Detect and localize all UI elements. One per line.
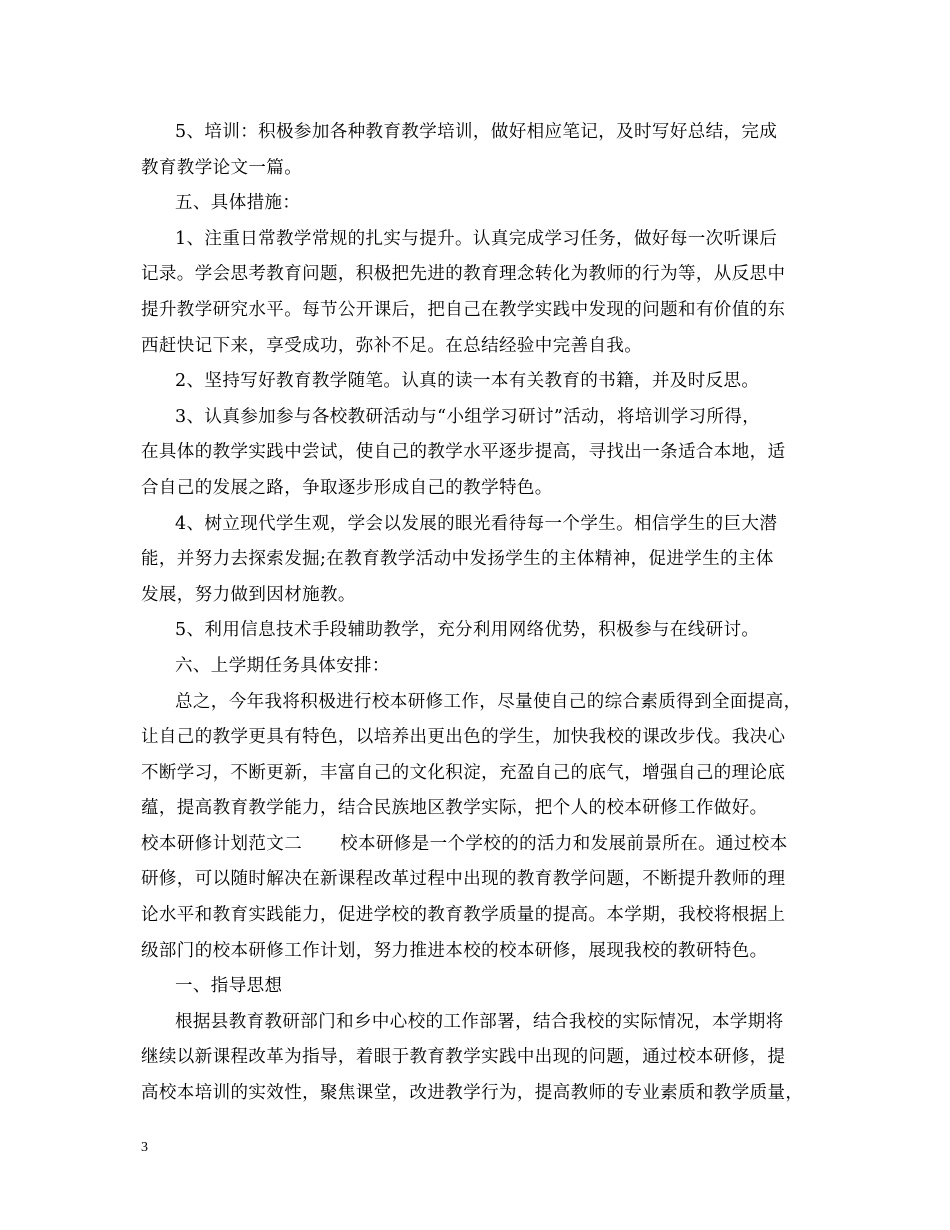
text-line: 3、认真参加参与各校教研活动与“小组学习研讨”活动，将培训学习所得， (175, 406, 761, 427)
text-line: 发展，努力做到因材施教。 (141, 584, 356, 605)
text-line: 4、树立现代学生观，学会以发展的眼光看待每一个学生。相信学生的巨大潜 (175, 513, 778, 534)
text-line: 记录。学会思考教育问题，积极把先进的教育理念转化为教师的行为等，从反思中 (141, 264, 786, 285)
text-line: 在具体的教学实践中尝试，使自己的教学水平逐步提高，寻找出一条适合本地，适 (141, 442, 786, 463)
text-line: 2、坚持写好教育教学随笔。认真的读一本有关教育的书籍，并及时反思。 (175, 371, 760, 392)
section-heading: 一、指导思想 (175, 976, 283, 997)
text-line: 总之，今年我将积极进行校本研修工作，尽量使自己的综合素质得到全面提高， (175, 691, 802, 712)
text-line: 5、培训：积极参加各种教育教学培训，做好相应笔记，及时写好总结，完成 (175, 122, 778, 142)
text-line: 蕴，提高教育教学能力，结合民族地区教学实际，把个人的校本研修工作做好。 (141, 798, 768, 819)
text-line: 研修，可以随时解决在新课程改革过程中出现的教育教学问题，不断提升教师的理 (141, 869, 786, 890)
section-heading: 五、具体措施： (175, 193, 301, 214)
document-body (141, 115, 821, 1112)
intro-text: 校本研修是一个学校的的活力和发展前景所在。通过校本 (340, 833, 788, 854)
text-line: 提升教学研究水平。每节公开课后，把自己在教学实践中发现的问题和有价值的东 (141, 299, 786, 320)
text-line: 继续以新课程改革为指导，着眼于教育教学实践中出现的问题，通过校本研修，提 (141, 1047, 786, 1068)
text-line: 能，并努力去探索发掘;在教育教学活动中发扬学生的主体精神，促进学生的主体 (141, 549, 774, 570)
text-line: 级部门的校本研修工作计划，努力推进本校的校本研修，展现我校的教研特色。 (141, 940, 768, 961)
text-line: 高校本培训的实效性，聚焦课堂，改进教学行为，提高教师的专业素质和教学质量， (141, 1083, 804, 1104)
text-line: 5、利用信息技术手段辅助教学，充分利用网络优势，积极参与在线研讨。 (175, 620, 760, 641)
text-line: 不断学习，不断更新，丰富自己的文化积淀，充盈自己的底气，增强自己的理论底 (141, 762, 786, 783)
text-line: 1、注重日常教学常规的扎实与提升。认真完成学习任务，做好每一次听课后 (175, 228, 778, 249)
text-line: 让自己的教学更具有特色，以培养出更出色的学生，加快我校的课改步伐。我决心 (141, 727, 786, 748)
section-heading: 六、上学期任务具体安排： (175, 655, 390, 676)
document-title: 校本研修计划范文二 (141, 833, 303, 854)
text-line: 根据县教育教研部门和乡中心校的工作部署，结合我校的实际情况，本学期将 (175, 1011, 784, 1032)
text-line: 合自己的发展之路，争取逐步形成自己的教学特色。 (141, 477, 553, 498)
text-line (141, 827, 821, 863)
text-line: 西赶快记下来，享受成功，弥补不足。在总结经验中完善自我。 (141, 335, 643, 356)
text-line: 教育教学论文一篇。 (141, 157, 303, 178)
text-line: 论水平和教育实践能力，促进学校的教育教学质量的提高。本学期，我校将根据上 (141, 905, 786, 926)
page-number: 3 (141, 1140, 148, 1155)
